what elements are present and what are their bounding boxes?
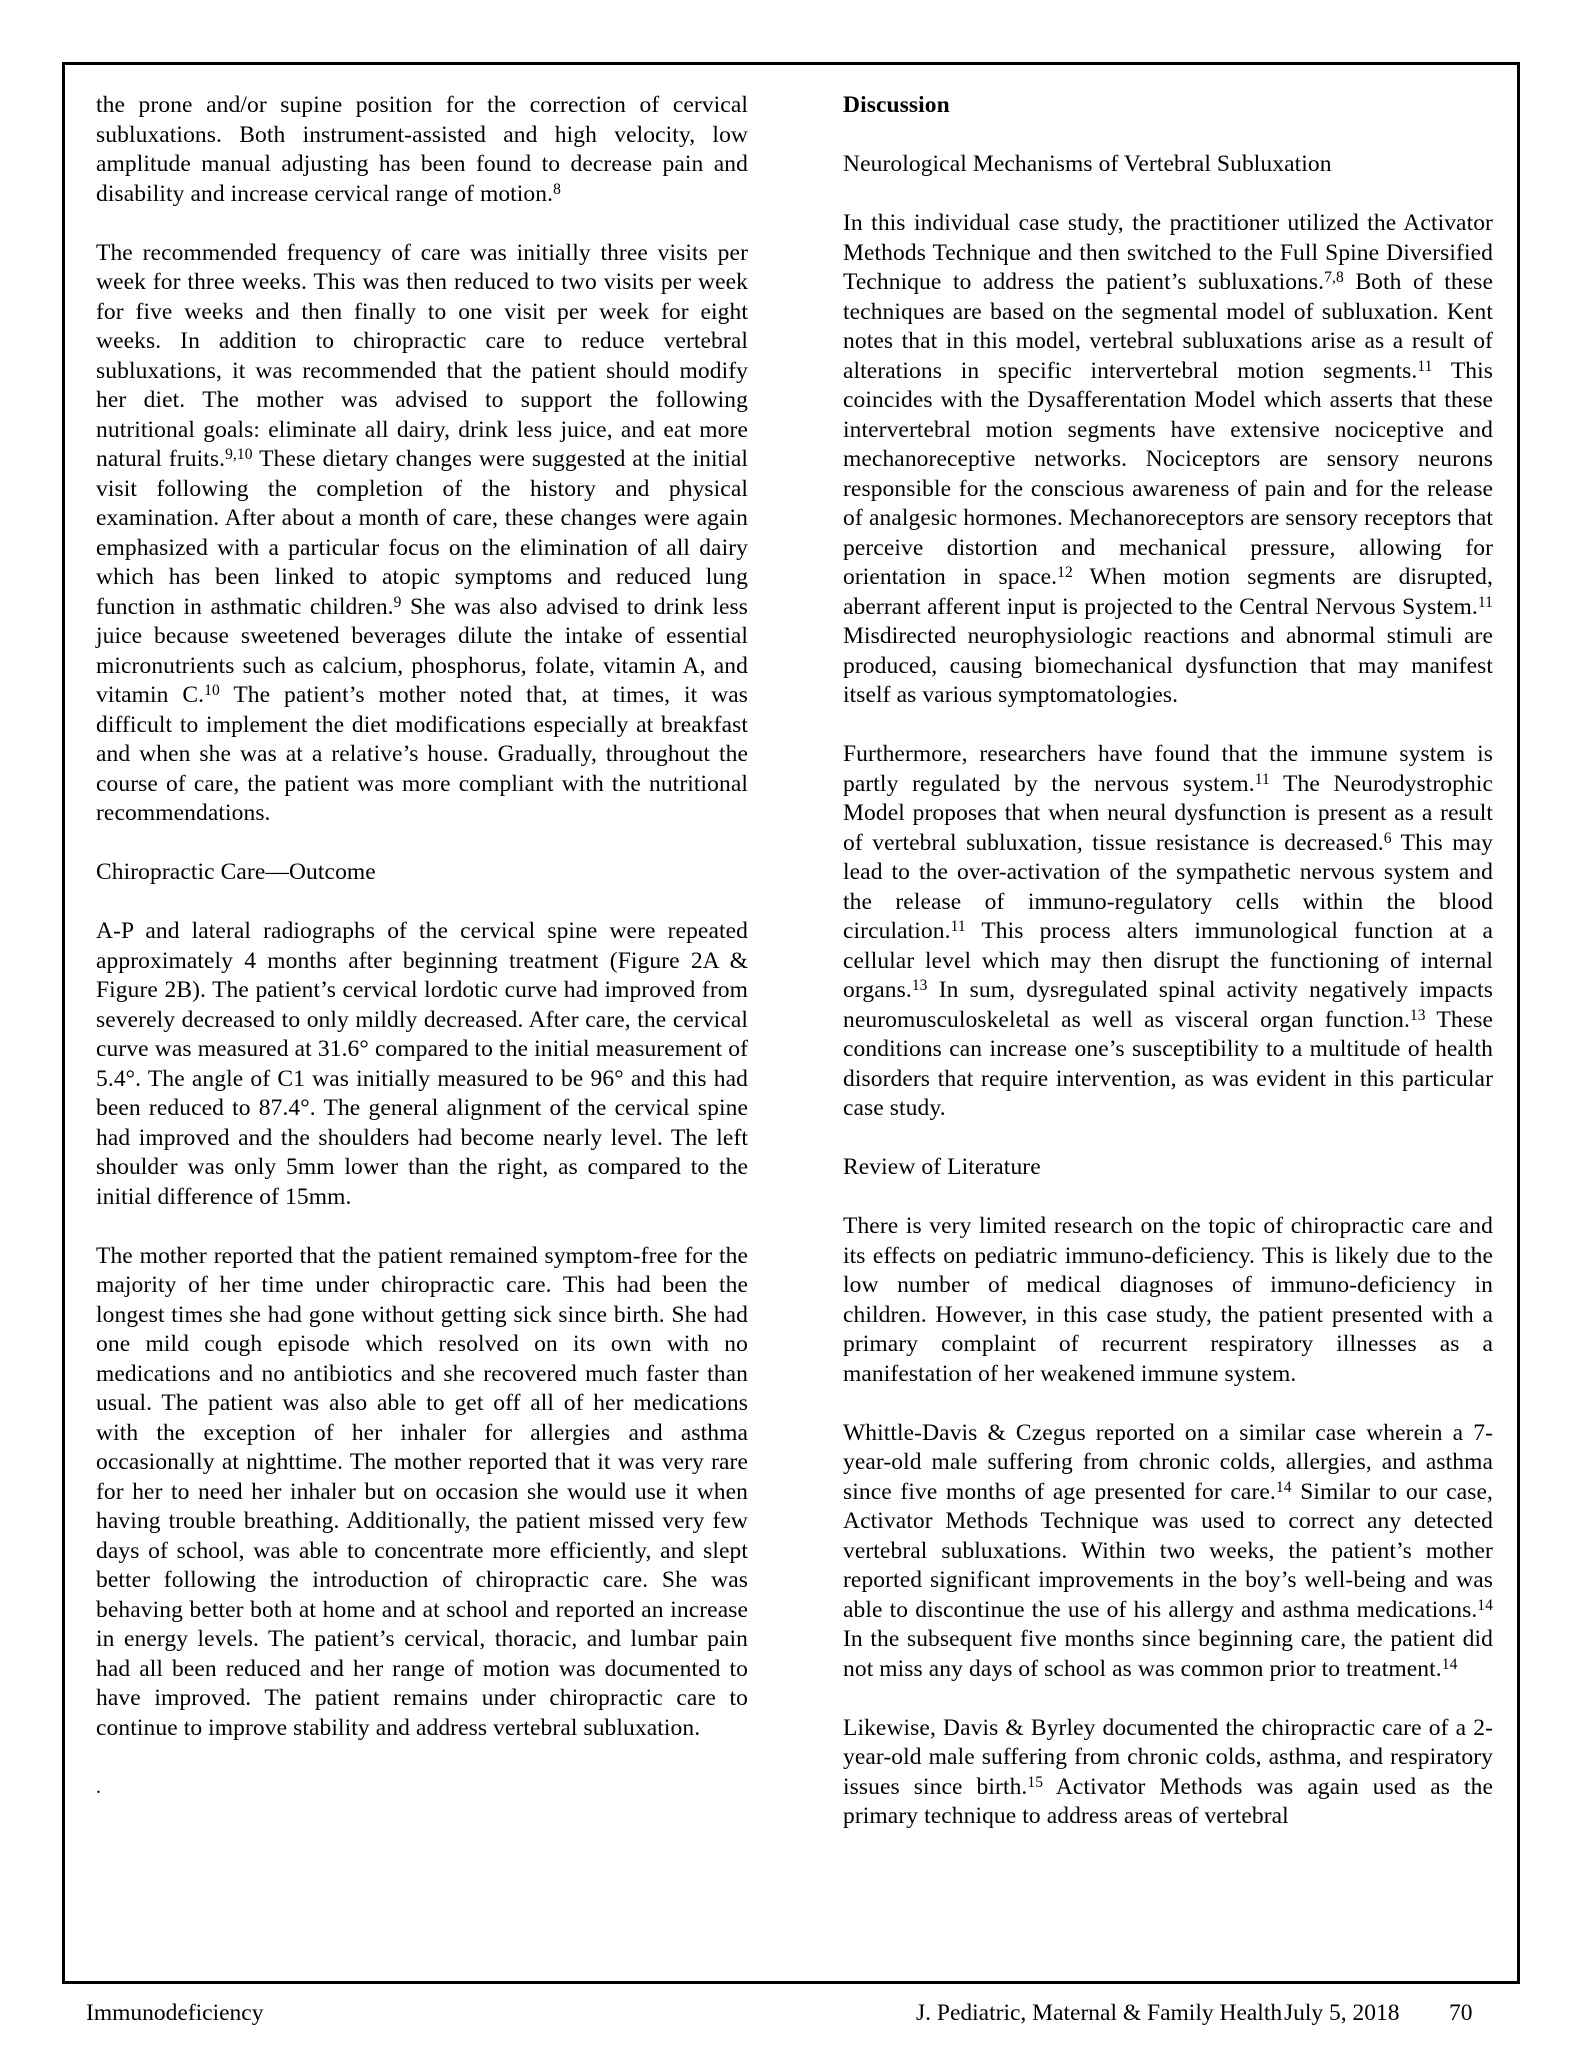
right-column [843,91,1493,1861]
subheading-review-of-literature: Review of Literature [843,1154,1041,1180]
footer-journal-name: J. Pediatric, Maternal & Family Health [916,2000,1283,2026]
paragraph-techniques: In this individual case study, the practitioner utilized the Activator Methods Technique and then switched to the Full Spine Diversified Technique to address the patient’s subluxations.$^{7,8}$ Both of these techniques are based on the segmental model of subluxation. Kent notes that in this model, vertebral subluxations arise as a result of alterations in specific intervertebral motion segments.$^{11}$ This coincides with the Dysafferentation Model which asserts that these intervertebral motion segments have extensive nociceptive and mechanoreceptive networks. Nociceptors are sensory neurons responsible for the conscious awareness of pain and for the release of analgesic hormones. Mechanoreceptors are sensory receptors that perceive distortion and mechanical pressure, allowing for orientation in space.$^{12}$ When motion segments are disrupted, aberrant afferent input is projected to the Central Nervous System.$^{11}$ Misdirected neurophysiologic reactions and abnormal stimuli are produced, causing biomechanical dysfunction that may manifest itself as various symptomatologies. [843,210,1494,708]
page-border [62,62,1520,1984]
paragraph-continuation: the prone and/or supine position for the correction of cervical subluxations. Both instrument-assisted and high velocity, low amplitude manual adjusting has been found to decrease pain and disability and increase cervical range of motion.$^8$ [96,92,748,207]
subheading-neurological-mechanisms: Neurological Mechanisms of Vertebral Subluxation [843,151,1332,177]
paragraph-limited-research: There is very limited research on the topic of chiropractic care and its effects on pediatric immuno-deficiency. This is likely due to the low number of medical diagnoses of immuno-deficiency in children. However, in this case study, the patient presented with a primary complaint of recurrent respiratory illnesses as a manifestation of her weakened immune system. [843,1213,1493,1387]
stray-period: . [96,1775,102,1798]
footer-running-title: Immunodeficiency [86,2000,264,2026]
paragraph-care-frequency: The recommended frequency of care was initially three visits per week for three weeks. This was then reduced to two visits per week for five weeks and then finally to one visit per week for eight weeks. In addition to chiropractic care to reduce vertebral subluxations, it was recommended that the patient should modify her diet. The mother was advised to support the following nutritional goals: eliminate all dairy, drink less juice, and eat more natural fruits.$^{9,10}$ These dietary changes were suggested at the initial visit following the completion of the history and physical examination. After about a month of care, these changes were again emphasized with a particular focus on the elimination of all dairy which has been linked to atopic symptoms and reduced lung function in asthmatic children.$^9$ She was also advised to drink less juice because sweetened beverages dilute the intake of essential micronutrients such as calcium, phosphorus, folate, vitamin A, and vitamin C.$^{10}$ The patient’s mother noted that, at times, it was difficult to implement the diet modifications especially at breakfast and when she was at a relative’s house. Gradually, throughout the course of care, the patient was more compliant with the nutritional recommendations. [96,239,748,826]
left-column [96,91,748,1832]
section-heading-chiropractic-care-outcome: Chiropractic Care—Outcome [96,859,376,885]
paragraph-mother-report: The mother reported that the patient remained symptom-free for the majority of her time under chiropractic care. This had been the longest times she had gone without getting sick since birth. She had one mild cough episode which resolved on its own with no medications and no antibiotics and she recovered much faster than usual. The patient was also able to get off all of her medications with the exception of her inhaler for allergies and asthma occasionally at nighttime. The mother reported that it was very rare for her to need her inhaler but on occasion she would use it when having trouble breathing. Additionally, the patient missed very few days of school, was able to concentrate more efficiently, and slept better following the introduction of chiropractic care. She was behaving better both at home and at school and reported an increase in energy levels. The patient’s cervical, thoracic, and lumbar pain had all been reduced and her range of motion was documented to have improved. The patient remains under chiropractic care to continue to improve stability and address vertebral subluxation. [96,1242,748,1741]
paragraph-immune-system: Furthermore, researchers have found that the immune system is partly regulated by the nervous system.$^{11}$ The Neurodystrophic Model proposes that when neural dysfunction is present as a result of vertebral subluxation, tissue resistance is decreased.$^6$ This may lead to the over-activation of the sympathetic nervous system and the release of immuno-regulatory cells within the blood circulation.$^{11}$ This process alters immunological function at a cellular level which may then disrupt the functioning of internal organs.$^{13}$ In sum, dysregulated spinal activity negatively impacts neuromusculoskeletal as well as visceral organ function.$^{13}$ These conditions can increase one’s susceptibility to a multitude of health disorders that require intervention, as was evident in this particular case study. [843,741,1493,1121]
section-heading-discussion: Discussion [843,92,950,118]
footer-date: July 5, 2018 [1284,2000,1400,2026]
paragraph-davis-byrley-case: Likewise, Davis & Byrley documented the chiropractic care of a 2-year-old male suffering from chronic colds, asthma, and respiratory issues since birth.$^{15}$ Activator Methods was again used as the primary technique to address areas of vertebral [843,1714,1494,1829]
paragraph-radiograph-outcome: A-P and lateral radiographs of the cervical spine were repeated approximately 4 months after beginning treatment (Figure 2A & Figure 2B). The patient’s cervical lordotic curve had improved from severely decreased to only mildly decreased. After care, the cervical curve was measured at 31.6° compared to the initial measurement of 5.4°. The angle of C1 was initially measured to be 96° and this had been reduced to 87.4°. The general alignment of the cervical spine had improved and the shoulders had become nearly level. The left shoulder was only 5mm lower than the right, as compared to the initial difference of 15mm. [96,918,748,1210]
paragraph-whittle-davis-case: Whittle-Davis & Czegus reported on a similar case wherein a 7-year-old male suffering from chronic colds, allergies, and asthma since five months of age presented for care.$^{14}$ Similar to our case, Activator Methods Technique was used to correct any detected vertebral subluxations. Within two weeks, the patient’s mother reported significant improvements in the boy’s well-being and was able to discontinue the use of his allergy and asthma medications.$^{14}$ In the subsequent five months since beginning care, the patient did not miss any days of school as was common prior to treatment.$^{14}$ [843,1419,1493,1682]
footer-page-number: 70 [1449,2000,1473,2026]
